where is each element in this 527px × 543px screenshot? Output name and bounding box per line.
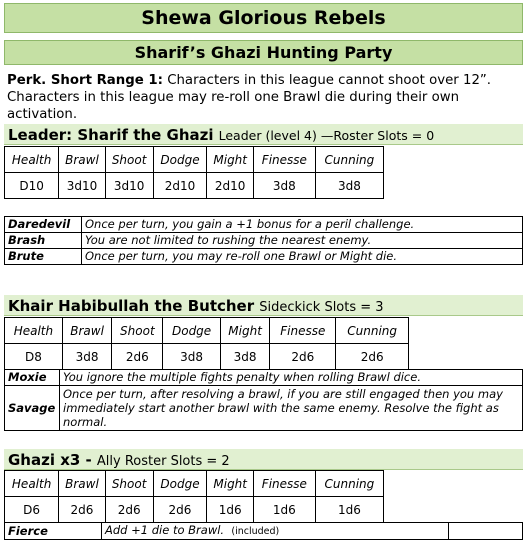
skill-row: [5, 217, 523, 233]
skill-text: You are not limited to rushing the nearest enemy.: [82, 233, 523, 249]
skill-text: Once per turn, you gain a +1 bonus for a peril challenge.: [82, 217, 523, 233]
stat-brawl: 2d6: [59, 497, 106, 523]
stat-header-finesse: Finesse: [270, 318, 336, 344]
skill-row: [5, 523, 523, 540]
skill-name: Brute: [5, 249, 82, 265]
skill-text: You ignore the multiple fights penalty when rolling Brawl dice.: [60, 370, 523, 386]
leader-name: Leader: Sharif the Ghazi: [8, 126, 214, 144]
stat-dodge: 2d6: [153, 497, 207, 523]
stat-header-dodge: Dodge: [153, 147, 207, 173]
stat-header-shoot: Shoot: [105, 147, 153, 173]
stat-finesse: 1d6: [253, 497, 315, 523]
skill-name: Daredevil: [5, 217, 82, 233]
skill-row: [5, 233, 523, 249]
skill-note: (included): [231, 526, 280, 537]
stat-header-health: Health: [5, 318, 63, 344]
stat-header-brawl: Brawl: [62, 318, 112, 344]
stat-dodge: 2d10: [153, 173, 207, 199]
stat-header-brawl: Brawl: [59, 147, 106, 173]
stat-shoot: 2d6: [105, 497, 153, 523]
sidekick-stats-table: [4, 317, 409, 370]
stat-header-dodge: Dodge: [163, 318, 221, 344]
skill-name: Brash: [5, 233, 82, 249]
skill-empty-cell: [449, 523, 523, 540]
stat-header-might: Might: [220, 318, 270, 344]
sidekick-skills-table: [4, 369, 523, 431]
stat-cunning: 1d6: [315, 497, 383, 523]
skill-text: Once per turn, after resolving a brawl, if you are still engaged then you may immediately start another brawl with the same enemy. Resolve the fight as normal.: [60, 386, 523, 431]
leader-skills-table: [4, 216, 523, 265]
stat-health: D8: [5, 344, 63, 370]
stats-header-row: [5, 147, 384, 173]
perk-text: Characters in this league cannot shoot over 12”. Characters in this league may re-roll one Brawl die during their own activation.: [7, 73, 492, 122]
leader-detail: Leader (level 4) —Roster Slots = 0: [218, 128, 435, 143]
ally-detail: Ally Roster Slots = 2: [96, 454, 230, 469]
stats-header-row: [5, 318, 409, 344]
stat-health: D6: [5, 497, 59, 523]
stat-might: 3d8: [220, 344, 270, 370]
leader-header: [4, 124, 523, 145]
stats-value-row: [5, 344, 409, 370]
stat-might: 2d10: [207, 173, 253, 199]
skill-text: Once per turn, you may re-roll one Brawl or Might die.: [82, 249, 523, 265]
skill-row: [5, 249, 523, 265]
stats-value-row: [5, 173, 384, 199]
stat-brawl: 3d8: [62, 344, 112, 370]
stat-finesse: 3d8: [253, 173, 315, 199]
stat-header-dodge: Dodge: [153, 471, 207, 497]
stat-header-shoot: Shoot: [105, 471, 153, 497]
stat-header-cunning: Cunning: [315, 471, 383, 497]
stat-header-might: Might: [207, 147, 253, 173]
stat-header-cunning: Cunning: [336, 318, 409, 344]
skill-row: [5, 370, 523, 386]
perk-label: Perk. Short Range 1:: [7, 73, 163, 88]
stat-shoot: 2d6: [112, 344, 163, 370]
skill-text: Add +1 die to Brawl.: [105, 523, 225, 537]
stats-header-row: [5, 471, 384, 497]
page-title: Shewa Glorious Rebels: [4, 3, 523, 33]
stat-might: 1d6: [207, 497, 253, 523]
skill-row: [5, 386, 523, 431]
sidekick-name: Khair Habibullah the Butcher: [8, 297, 255, 315]
ally-name: Ghazi x3 -: [8, 451, 92, 469]
perk-rule: [7, 72, 523, 123]
stat-finesse: 2d6: [270, 344, 336, 370]
stat-cunning: 3d8: [315, 173, 383, 199]
stat-shoot: 3d10: [105, 173, 153, 199]
ally-skills-table: [4, 522, 523, 540]
stat-header-cunning: Cunning: [315, 147, 383, 173]
ally-stats-table: [4, 470, 384, 523]
leader-stats-table: [4, 146, 384, 199]
skill-name: Fierce: [5, 523, 102, 540]
stat-dodge: 3d8: [163, 344, 221, 370]
ally-header: [4, 449, 523, 470]
sidekick-detail: Sideckick Slots = 3: [259, 300, 384, 315]
stat-header-brawl: Brawl: [59, 471, 106, 497]
stat-health: D10: [5, 173, 59, 199]
page-subtitle: Sharif’s Ghazi Hunting Party: [4, 40, 523, 65]
skill-text-cell: [102, 523, 449, 540]
stat-header-might: Might: [207, 471, 253, 497]
skill-name: Savage: [5, 386, 60, 431]
stat-brawl: 3d10: [59, 173, 106, 199]
stat-header-finesse: Finesse: [253, 147, 315, 173]
stat-header-shoot: Shoot: [112, 318, 163, 344]
stat-header-finesse: Finesse: [253, 471, 315, 497]
stat-cunning: 2d6: [336, 344, 409, 370]
stat-header-health: Health: [5, 147, 59, 173]
stats-value-row: [5, 497, 384, 523]
stat-header-health: Health: [5, 471, 59, 497]
sidekick-header: [4, 295, 523, 316]
skill-name: Moxie: [5, 370, 60, 386]
